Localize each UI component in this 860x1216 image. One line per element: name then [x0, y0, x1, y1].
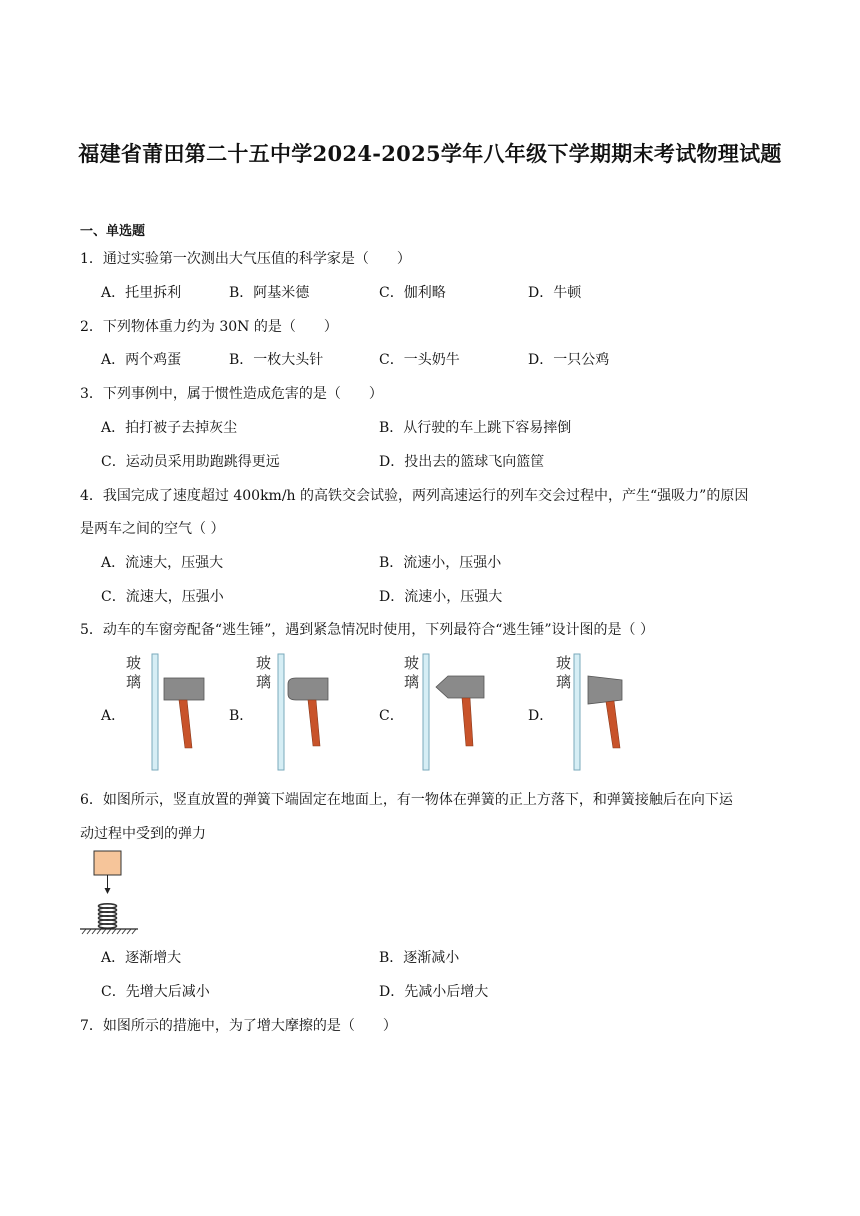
question-3-option-a[interactable]: A．拍打被子去掉灰尘 [101, 420, 238, 436]
spring-figure [78, 848, 142, 936]
glass-label-bottom: 璃 [256, 673, 272, 691]
question-6-stem-cont: 动过程中受到的弹力 [80, 826, 206, 842]
hammer-a-figure [120, 650, 220, 772]
question-5-option-c[interactable]: C． [379, 708, 404, 724]
glass-label-top: 玻 [126, 654, 142, 672]
question-3-stem: 3．下列事例中，属于惯性造成危害的是（ ） [80, 386, 383, 402]
question-1-option-d[interactable]: D．牛顿 [528, 285, 582, 301]
question-6-option-d[interactable]: D．先减小后增大 [379, 984, 489, 1000]
question-5-option-d[interactable]: D． [528, 708, 554, 724]
glass-label-bottom: 璃 [556, 673, 572, 691]
question-4-option-a[interactable]: A．流速大，压强大 [101, 555, 224, 571]
question-1-option-b[interactable]: B．阿基米德 [229, 285, 310, 301]
hammer-c-figure [400, 650, 500, 772]
question-5-option-a[interactable]: A． [101, 708, 126, 724]
question-1-option-c[interactable]: C．伽利略 [379, 285, 446, 301]
glass-label-top: 玻 [556, 654, 572, 672]
question-2-stem: 2．下列物体重力约为 30N 的是（ ） [80, 319, 338, 335]
glass-label-top: 玻 [404, 654, 420, 672]
glass-label-bottom: 璃 [126, 673, 142, 691]
glass-label-bottom: 璃 [404, 673, 420, 691]
section-heading: 一、单选题 [80, 224, 146, 239]
question-2-option-c[interactable]: C．一头奶牛 [379, 352, 460, 368]
question-7-stem: 7．如图所示的措施中，为了增大摩擦的是（ ） [80, 1018, 397, 1034]
hammer-b-figure [250, 650, 350, 772]
question-2-option-d[interactable]: D．一只公鸡 [528, 352, 610, 368]
question-6-option-a[interactable]: A．逐渐增大 [101, 950, 182, 966]
question-3-option-c[interactable]: C．运动员采用助跑跳得更远 [101, 454, 280, 470]
question-3-option-b[interactable]: B．从行驶的车上跳下容易摔倒 [379, 420, 572, 436]
question-2-option-b[interactable]: B．一枚大头针 [229, 352, 324, 368]
question-4-option-d[interactable]: D．流速小，压强大 [379, 589, 503, 605]
hammer-d-figure [550, 650, 650, 772]
glass-label-top: 玻 [256, 654, 272, 672]
question-3-option-d[interactable]: D．投出去的篮球飞向篮筐 [379, 454, 545, 470]
question-6-option-b[interactable]: B．逐渐减小 [379, 950, 460, 966]
question-6-option-c[interactable]: C．先增大后减小 [101, 984, 210, 1000]
question-1-option-a[interactable]: A．托里拆利 [101, 285, 182, 301]
question-4-stem: 4．我国完成了速度超过 400km/h 的高铁交会试验，两列高速运行的列车交会过程中，产生“强吸力”的原因 [80, 488, 749, 504]
question-4-option-b[interactable]: B．流速小，压强小 [379, 555, 502, 571]
question-5-option-b[interactable]: B． [229, 708, 254, 724]
question-2-option-a[interactable]: A．两个鸡蛋 [101, 352, 182, 368]
question-5-stem: 5．动车的车窗旁配备“逃生锤”，遇到紧急情况时使用，下列最符合“逃生锤”设计图的是（ ） [80, 622, 654, 638]
question-4-option-c[interactable]: C．流速大，压强小 [101, 589, 224, 605]
question-4-stem-cont: 是两车之间的空气（ ） [80, 521, 225, 537]
question-6-stem: 6．如图所示，竖直放置的弹簧下端固定在地面上，有一物体在弹簧的正上方落下，和弹簧接触后在向下运 [80, 792, 733, 808]
page-title: 福建省莆田第二十五中学2024-2025学年八年级下学期期末考试物理试题 [78, 141, 782, 166]
question-1-stem: 1．通过实验第一次测出大气压值的科学家是（ ） [80, 251, 411, 267]
